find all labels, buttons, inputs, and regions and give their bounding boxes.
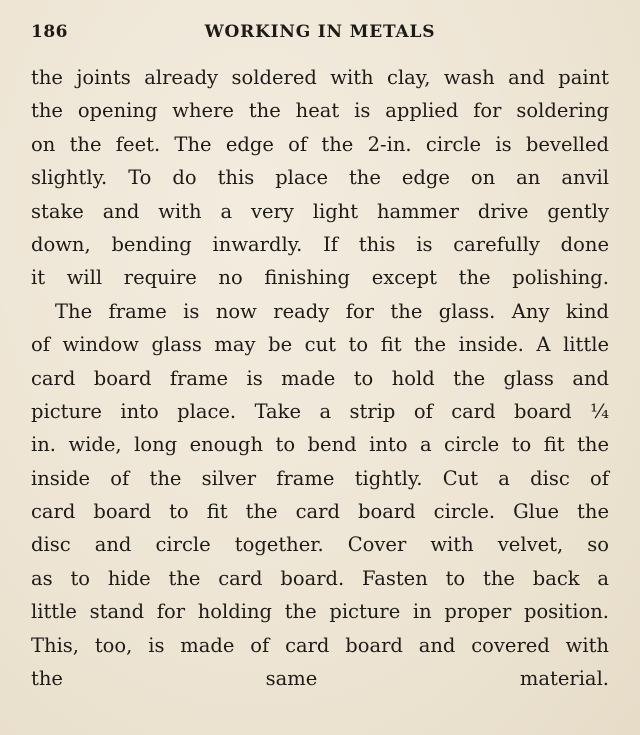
text-line: of window glass may be cut to fit the inside. A little [31,333,609,357]
text-line: as to hide the card board. Fasten to the back a [31,566,609,590]
text-line: in. wide, long enough to bend into a circle to fit the [31,433,609,457]
text-line: disc and circle together. Cover with velvet, so [31,533,609,557]
page-number: 186 [31,22,68,42]
text-line: it will require no finishing except the polishing. [31,266,609,290]
text-line: card board frame is made to hold the glass and [31,366,609,390]
text-line: The frame is now ready for the glass. Any kind [55,299,609,323]
text-line: on the feet. The edge of the 2-in. circle is bevelled [31,132,609,156]
running-head [31,22,609,50]
text-line: inside of the silver frame tightly. Cut a disc of [31,466,609,490]
text-line: the opening where the heat is applied for soldering [31,99,609,123]
text-line: little stand for holding the picture in proper position. [31,600,609,624]
text-line: This, too, is made of card board and covered with [31,633,609,657]
text-line: slightly. To do this place the edge on an anvil [31,166,609,190]
text-line: the same material. [31,667,609,691]
body-text [31,61,609,729]
text-line [31,695,609,728]
text-line: down, bending inwardly. If this is carefully done [31,232,609,256]
text-line: the joints already soldered with clay, wash and paint [31,66,609,89]
text-line: card board to fit the card board circle. Glue the [31,500,609,524]
text-line: picture into place. Take a strip of card board ¼ [31,399,609,423]
running-title: WORKING IN METALS [204,22,436,42]
text-line: stake and with a very light hammer drive gently [31,199,609,223]
